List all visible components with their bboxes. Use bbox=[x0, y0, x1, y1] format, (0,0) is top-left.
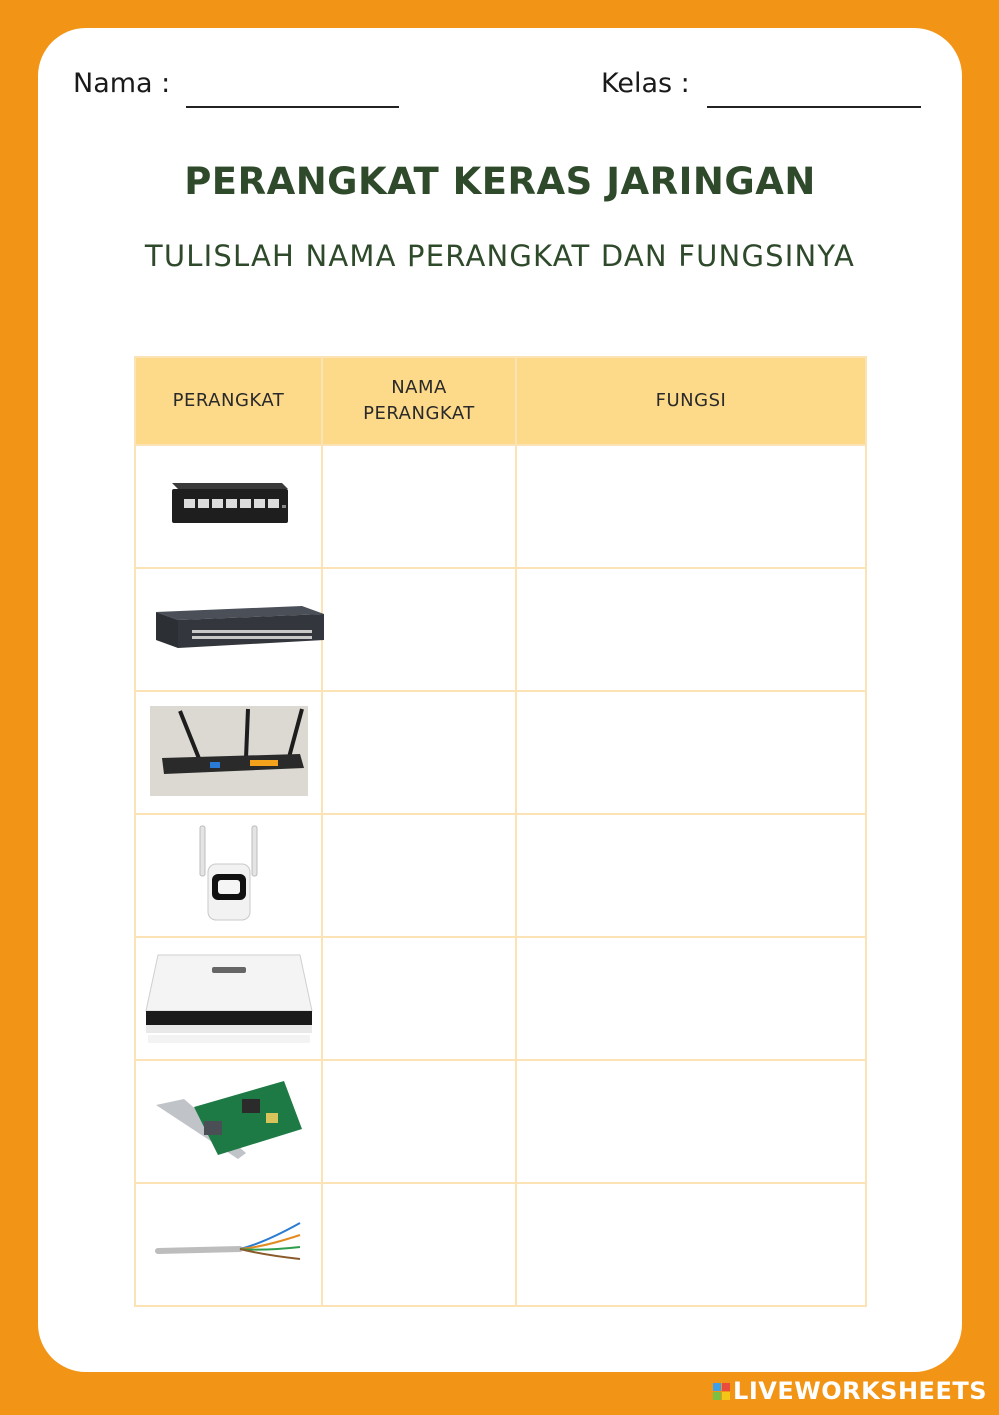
table-row bbox=[135, 814, 866, 937]
name-field bbox=[73, 68, 170, 99]
device-function-answer[interactable] bbox=[516, 937, 866, 1060]
table-row bbox=[135, 1183, 866, 1306]
small-switch-icon bbox=[164, 477, 294, 533]
worksheet-page bbox=[38, 28, 962, 1372]
class-field bbox=[601, 68, 690, 99]
brand-text: LIVEWORKSHEETS bbox=[733, 1377, 987, 1405]
table-row bbox=[135, 568, 866, 691]
device-image-cell bbox=[135, 1183, 322, 1306]
device-image-cell bbox=[135, 1060, 322, 1183]
class-answer-line[interactable] bbox=[707, 106, 921, 108]
name-label: Nama : bbox=[73, 68, 171, 99]
class-label: Kelas : bbox=[601, 68, 690, 99]
liveworksheets-logo bbox=[713, 1377, 987, 1405]
device-name-answer[interactable] bbox=[322, 445, 516, 568]
table-header-row bbox=[135, 357, 866, 445]
device-function-answer[interactable] bbox=[516, 1060, 866, 1183]
table-row bbox=[135, 937, 866, 1060]
device-name-answer[interactable] bbox=[322, 814, 516, 937]
device-name-answer[interactable] bbox=[322, 568, 516, 691]
column-header-device-name: NAMA PERANGKAT bbox=[322, 357, 516, 445]
table-row bbox=[135, 691, 866, 814]
device-name-answer[interactable] bbox=[322, 1183, 516, 1306]
device-function-answer[interactable] bbox=[516, 445, 866, 568]
device-name-answer[interactable] bbox=[322, 1060, 516, 1183]
wifi-repeater-icon bbox=[194, 824, 264, 924]
utp-cable-icon bbox=[154, 1213, 304, 1273]
device-name-answer[interactable] bbox=[322, 937, 516, 1060]
device-table bbox=[134, 356, 867, 1307]
device-function-answer[interactable] bbox=[516, 568, 866, 691]
liveworksheets-logo-icon bbox=[713, 1383, 730, 1400]
column-header-function: FUNGSI bbox=[516, 357, 866, 445]
wifi-router-icon bbox=[150, 706, 308, 796]
device-image-cell bbox=[135, 814, 322, 937]
worksheet-title: PERANGKAT KERAS JARINGAN bbox=[184, 160, 816, 203]
device-image-cell bbox=[135, 445, 322, 568]
device-name-answer[interactable] bbox=[322, 691, 516, 814]
rack-switch-icon bbox=[152, 598, 324, 658]
table-row bbox=[135, 445, 866, 568]
worksheet-instruction: TULISLAH NAMA PERANGKAT DAN FUNGSINYA bbox=[144, 239, 856, 273]
table-row bbox=[135, 1060, 866, 1183]
device-function-answer[interactable] bbox=[516, 814, 866, 937]
device-image-cell bbox=[135, 691, 322, 814]
device-image-cell bbox=[135, 568, 322, 691]
modem-router-icon bbox=[144, 949, 314, 1045]
name-answer-line[interactable] bbox=[186, 106, 399, 108]
device-function-answer[interactable] bbox=[516, 691, 866, 814]
column-header-device: PERANGKAT bbox=[135, 357, 322, 445]
device-image-cell bbox=[135, 937, 322, 1060]
network-card-icon bbox=[154, 1077, 304, 1163]
device-function-answer[interactable] bbox=[516, 1183, 866, 1306]
